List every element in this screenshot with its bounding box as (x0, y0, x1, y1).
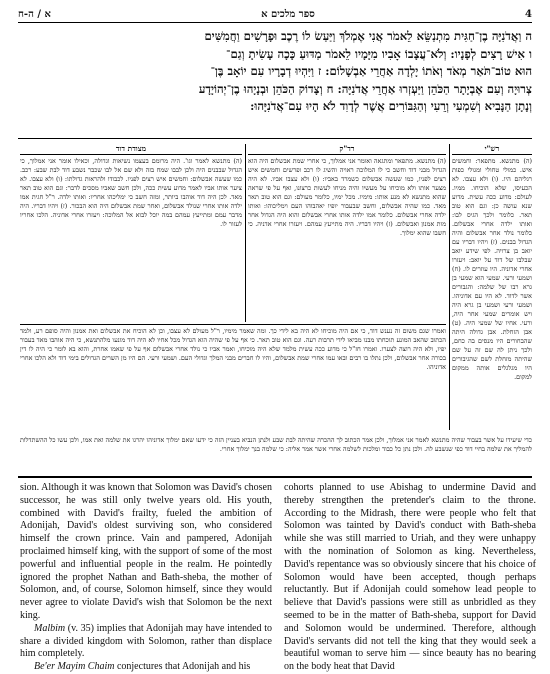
english-text: cohorts planned to use Abishag to undermine David and thereby strengthen the pretender's claim to the throne. According to the Midrash, there were people who felt that Solomon was tainted by David's conduct with Bath-sheba while she was still married to Uriah, and they were unhappy with the nomination of Solomon as king. Nevertheless, David's repentance was so obviously sincere that his choice of Solomon would have been accepted, though perhaps reluctantly. But if Adonijah could somehow lead people to believe that David's passions were still as unbridled as they seemed to be in the matter of Bath-sheba, support for David and Solomon would be undermined. Therefore, although David's servants did not tell the king that they would seek a beautiful woman to serve him — since beauty has no bearing on the body heat that David (284, 482, 536, 673)
radak-commentary (248, 144, 446, 322)
lower-commentary (20, 327, 446, 431)
lower-commentary-text: ואמרו שגם משום זה נענש דוד, כי אם היה מוכיחו לא היה בא לידי כך. ומה שאמר מימיו, ר"ל מעולם לא עצבו, וכן לא הוכיח את אבשלום ואת אמנון והיה סופם רע, ולמד הכתוב שהאב המונע תוכחתו מבנו מביאו לידי תרבות רעה. וגם הוא טוב תאר. כי אף על פי שהיה הוא הגדול מכל אחיו לא היה דוד מונעו מלהתנשא, כי היה אוהבו מאד בעבור יפיו, ולא היה רוצה לצערו. ואמרו חז"ל כי מדוע ככה עשית מלמד שלא היה מוכיחו, ואמר אביו כי נולד אחרי אבשלום אף על פי שאמו אחרת, והוא בא לומר כי היה לו דין בכורה אחר אבשלום, ולכן נתלו בו רבים ובאו עמו אחרי שמת אבשלום, והיו לו חברים מבני המלך וגדולי העם. ושמעי ורעי. הם היו מן השרים הגדולים בימי דוד ולא הלכו אחרי אדוניהו. (20, 327, 446, 371)
verse-line: הוּא טוֹב־תֹּאַר מְאֹד וְאֹתוֹ יָלְדָה אַחֲרֵי אַבְשָׁלוֹם: ז וַיִּהְיוּ דְבָרָיו עִם יוֹאָב בֶּן־ (210, 64, 532, 78)
header-divider (18, 22, 532, 23)
metzudat-title: מצודת דוד (20, 144, 242, 155)
metzudat-text: (ה) מתנשא לאמר וגו'. היה מרומם בעצמו נשיאות וגדולה, וכאילו אומר אני אמלוך, כי הגדול שבבנים היה ולכן לבבו שמח בזה ולא שם אל לבו שכבר נשבע דוד לבת שבע: רכב. כמו שעשה אבשלום: וחמשים איש רצים לפניו. לכבודו ולהראות גדולתו: (ו) ולא עצבו. לא ציער אותו אביו לאמר מדוע עשית ככה, ולכן חשב שאביו מסכים לדבר: וגם הוא טוב תאר מאד. לכן היה דוד אוהבו ביותר, ומזה חשב כי ימליכהו אחריו: ואותו ילדה. ר"ל חגית אמו ילדה אותו אחרי שנולד אבשלום, ואחר שמת אבשלום היה הוא הבכור. (ז) ויהיו דבריו. היה מדבר עמם ומתייעץ עמהם במה יוכל לבוא אל המלוכה: ויעזרו אחרי אדוניה. הלכו אחריו לעזור לו. (20, 157, 242, 228)
footnote (20, 436, 532, 474)
column-divider (245, 144, 246, 322)
english-paragraph (20, 482, 272, 623)
english-paragraph (20, 661, 272, 674)
verse-line: וְנָתָן הַנָּבִיא וְשִׁמְעִי וְרֵעִי וְהַגִּבּוֹרִים אֲשֶׁר לְדָוִד לֹא הָיוּ עִם־אֲדֹנִיָּהוּ: (250, 99, 532, 113)
page-header (18, 6, 532, 22)
page-number: 4 (525, 8, 532, 20)
metzudat-david-commentary (20, 144, 242, 322)
english-column-left (20, 482, 272, 673)
english-text: (v. 35) implies that Adonijah may have intended to share a divided kingdom with Solomon, rather than displace him completely. (20, 622, 272, 660)
scripture-verses (30, 28, 532, 134)
english-text: sion. Although it was known that Solomon was David's chosen successor, he was still only twelve years old. His youth, combined with David's frailty, fueled the ambition of Adonijah, David's oldest surviving son, who considered himself the crown prince. Vain and pampered, Adonijah proclaimed himself king, with the support of some of the most powerful and influential people in the realm. He pointedly ignored the prophet Nathan and Bath-sheba, the mother of Solomon, and, of course, Solomon himself, since they would never agree to violate David's wish that Solomon be the next king. (20, 482, 272, 621)
english-column-right (284, 482, 536, 673)
verses-divider (18, 138, 532, 139)
book-title: ספר מלכים א (261, 8, 315, 20)
source-name: Malbim (34, 622, 66, 634)
verse-line: ו אִישׁ רָצִים לְפָנָיו: וְלֹא־עֲצָבוֹ אָבִיו מִיָּמָיו לֵאמֹר מַדּוּעַ כָּכָה עָשִׂיתָ וְגַם־ (226, 46, 532, 61)
english-section-divider (18, 476, 532, 478)
english-paragraph (20, 623, 272, 661)
column-divider (449, 144, 450, 430)
verse-line: ה וַאֲדֹנִיָּה בֶן־חַגִּית מִתְנַשֵּׂא לֵאמֹר אֲנִי אֶמְלֹךְ וַיַּעַשׂ לוֹ רֶכֶב וּפָרָשִׁים וַחֲמִשִּׁים (204, 29, 532, 43)
rashi-title: רש"י (452, 144, 532, 155)
radak-title: רד"ק (248, 144, 446, 155)
rashi-commentary (452, 144, 532, 430)
source-name: Be'er Mayim Chaim (34, 661, 115, 673)
chapter-reference: א / ה-ח (18, 8, 51, 20)
english-text: conjectures that Adonijah and his (114, 661, 251, 673)
verse-line: צְרוּיָה וְעִם אֶבְיָתָר הַכֹּהֵן וַיַּעְזְרוּ אַחֲרֵי אֲדֹנִיָּה: ח וְצָדוֹק הַכֹּהֵן וּבְנָיָהוּ בֶן־יְהוֹיָדָע (198, 81, 532, 96)
lower-commentary-divider (20, 324, 446, 325)
footnote-text: כדי שיעידו על אשר בעבור שהיה מתנשא לאמר אני אמלוך, ולכן אמר הכתוב לך ההכרה שהיתה לבת שבע ולנתן הנביא בעניין הזה כי ידעו שאם ימלוך אדוניהו יהרגו את שלמה ואת אמו, ולכן עשו כל ההשתדלות להמליך את שלמה בחיי דוד כפי שנשבע לה. ולכן נתן כל כבוד ומלכות לשלמה אחרי אשר אמר אליה: כי שלמה בנך ימלוך אחרי. (20, 436, 532, 454)
radak-text: (ה) מתנשא. מתפאר ומתגאה ואומר אני אמלוך, כי אחרי שמת אבשלום היה הוא הגדול מבני דוד וחשב כי לו המלוכה ראויה והשיג לו רכב ופרשים וחמשים איש רצים לפניו, כמו שעשה אבשלום כשמרד באביו: (ו) ולא עצבו אביו. לא היה מצער אותו ולא מוכיחו על מעשיו והיה מניחו לעשות כרצונו, ואף על פי שראה שהוא מתנשא לא מנע אותו: מימיו. מכל ימיו, כלומר מעולם: וגם הוא טוב תאר מאד. כמו שהיה אבשלום, וחשב שבעבור יופיו יאהבוהו העם וימליכוהו: ואותו ילדה אחרי אבשלום. כלומר אמו ילדה אותו אחרי אבשלום והוא היה הגדול אחר מות אמנון ואבשלום. (ז) ויהיו דבריו. היה מתייעץ עמהם. ויעזרו אחרי אדניה. כי חשבו שהוא ימלוך. (248, 157, 446, 237)
english-paragraph (284, 482, 536, 674)
rashi-text: (ה) מתנשא. מתפאר: וחמשים איש. כמולי טחולי ומגולי כפות רגליהם היו. (ו) ולא עצבו. לא הכעיסו, שלא הוכיחו. ממיו. לעולם: מדוע ככה עשית. מדוע שנא עושה כן: וגם הוא טוב תאר. כלומר ולכך הגיס לבו: ואותו ילדה אחרי אבשלום. כלומר נולד אחר אבשלום והיה הגדול בבנים. (ז) ויהיו דבריו עם יואב בן צרויה. לפי שידע יואב שבלבו של דוד על יואב: ויעזרו אחרי אדוניה. היו עוזרים לו. (ח) ושמעי ורעי. שמעי הוא שמעי בן גרא רבו של שלמה: והגבורים אשר לדוד. לא היו עם אדוניהו. ושמעי ורעי ושמעי בן גרא היה ויש אומרים שמעי אחר היה, ורעי. אחיו של שמעי היה. (ט) אבן הזחלת. אבן גדולה היתה שהבחורים היו מנסים בה כחם, ולכך ניתן לה שם זה על שם שהיתה מזחלת לשם שהגיבורים היו מגלגלים אותה ממקום למקום. (452, 157, 532, 381)
